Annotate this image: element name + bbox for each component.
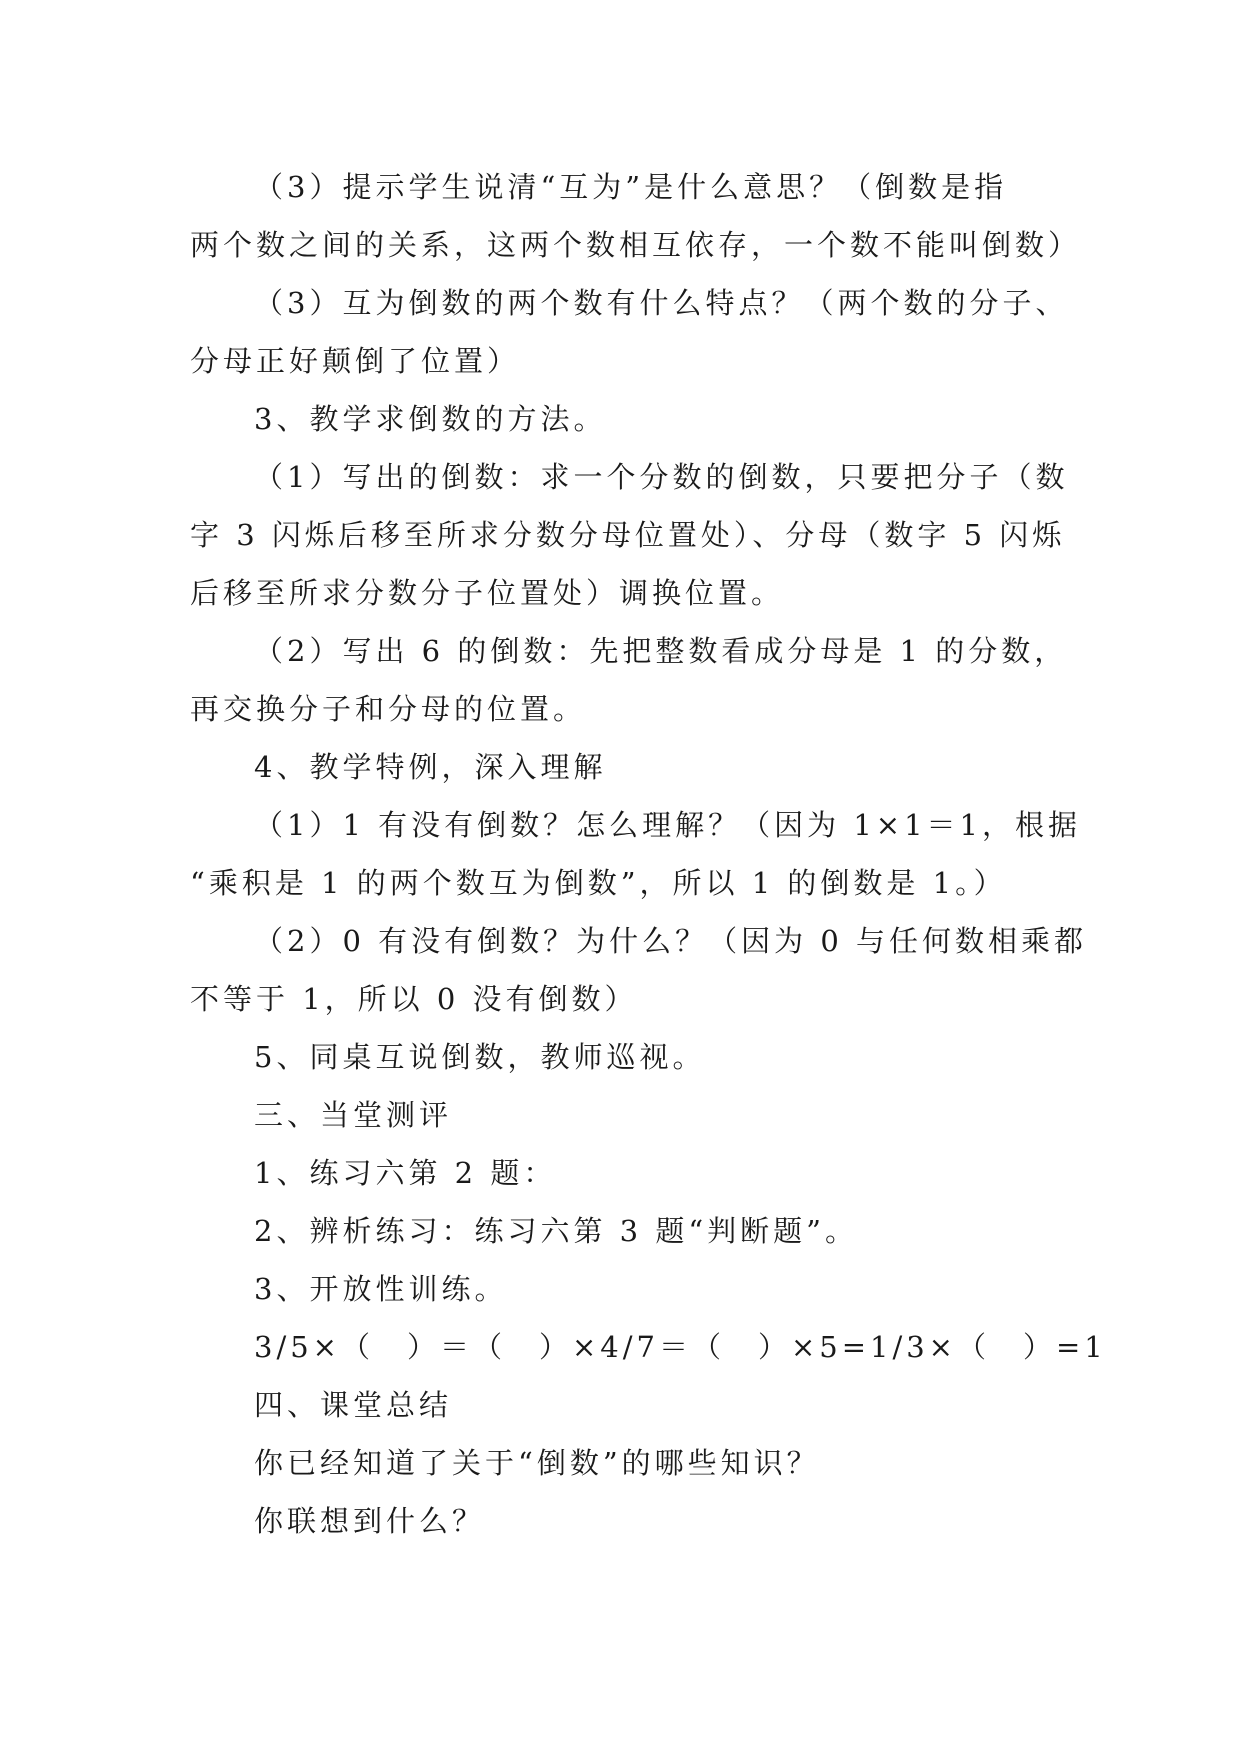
text-line: 4、教学特例，深入理解 — [254, 750, 607, 784]
text-line: （2）写出 6 的倒数：先把整数看成分母是 1 的分数， — [254, 634, 1068, 668]
text-line: 3/5×（ ）＝（ ）×4/7＝（ ）×5=1/3×（ ）=1 — [254, 1330, 1107, 1364]
text-line: 你联想到什么？ — [254, 1504, 486, 1538]
text-line: 2、辨析练习：练习六第 3 题“判断题”。 — [254, 1214, 858, 1248]
text-line: （3）提示学生说清“互为”是什么意思？（倒数是指 — [254, 170, 1008, 204]
text-line: 3、开放性训练。 — [254, 1272, 508, 1306]
text-line: （2）0 有没有倒数？为什么？（因为 0 与任何数相乘都 — [254, 924, 1088, 958]
document-body — [190, 158, 1107, 1550]
text-line: 四、课堂总结 — [254, 1388, 453, 1422]
text-line: 两个数之间的关系，这两个数相互依存，一个数不能叫倒数） — [190, 228, 1082, 262]
text-line: 不等于 1，所以 0 没有倒数） — [190, 982, 638, 1016]
text-line: 你已经知道了关于“倒数”的哪些知识？ — [254, 1446, 820, 1480]
text-line: 三、当堂测评 — [254, 1098, 453, 1132]
text-line: 5、同桌互说倒数，教师巡视。 — [254, 1040, 706, 1074]
text-line: （1）写出的倒数：求一个分数的倒数，只要把分子（数 — [254, 460, 1069, 494]
text-line: 后移至所求分数分子位置处）调换位置。 — [190, 576, 785, 610]
text-line: 字 3 闪烁后移至所求分数分母位置处）、分母（数字 5 闪烁 — [190, 518, 1066, 552]
text-line: “乘积是 1 的两个数互为倒数”，所以 1 的倒数是 1。） — [190, 866, 1007, 900]
text-line: 1、练习六第 2 题： — [254, 1156, 557, 1190]
text-line: （3）互为倒数的两个数有什么特点？（两个数的分子、 — [254, 286, 1069, 320]
text-line: 3、教学求倒数的方法。 — [254, 402, 607, 436]
text-line: 再交换分子和分母的位置。 — [190, 692, 587, 726]
text-line: （1）1 有没有倒数？怎么理解？（因为 1×1＝1，根据 — [254, 808, 1081, 842]
text-line: 分母正好颠倒了位置） — [190, 344, 521, 378]
